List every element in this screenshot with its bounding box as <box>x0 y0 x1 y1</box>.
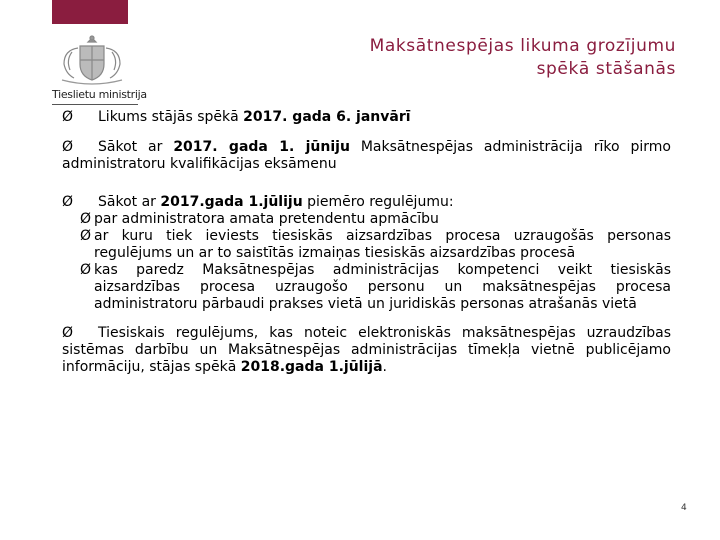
slide-content <box>62 104 671 376</box>
sub-bullet-item: Ø kas paredz Maksātnespējas administrācijas kompetenci veikt tiesiskās aizsardzības procesa uzraugošo personu un maksātnespējas procesa administratoru pārbaudi prakses vietā un juridiskās personas atrašanās vietā <box>80 262 671 312</box>
arrow-bullet-icon: Ø <box>62 194 74 210</box>
title-line-2: spēkā stāšanās <box>536 59 676 79</box>
page-title <box>370 35 676 81</box>
ministry-name: Tieslietu ministrija <box>52 88 147 101</box>
brand-bar <box>52 0 128 24</box>
arrow-bullet-icon: Ø <box>62 139 74 155</box>
coat-of-arms-logo <box>52 34 132 86</box>
sub-bullet-item: Ø par administratora amata pretendentu apmācību <box>80 211 439 227</box>
sub-bullet-item: Ø ar kuru tiek ieviests tiesiskās aizsardzības procesa uzraugošās personas regulējums un ar to saistītās izmaiņas tiesiskās aizsardzības procesā <box>80 228 671 261</box>
arrow-bullet-icon: Ø <box>80 262 92 278</box>
arrow-bullet-icon: Ø <box>62 325 74 341</box>
page-number: 4 <box>681 503 687 513</box>
arrow-bullet-icon: Ø <box>80 211 92 227</box>
bullet-item: Ø Likums stājās spēkā 2017. gada 6. janvārī <box>62 109 411 125</box>
bullet-item: Ø Sākot ar 2017.gada 1.jūliju piemēro regulējumu: <box>62 194 454 210</box>
title-line-1: Maksātnespējas likuma grozījumu <box>369 36 676 56</box>
bullet-item: Ø Sākot ar 2017. gada 1. jūniju Maksātnespējas administrācija rīko pirmo administratoru kvalifikācijas eksāmenu <box>62 139 671 172</box>
arrow-bullet-icon: Ø <box>62 109 74 125</box>
bullet-item: Ø Tiesiskais regulējums, kas noteic elektroniskās maksātnespējas uzraudzības sistēmas darbību un Maksātnespējas administrācijas tīmekļa vietnē publicējamo informāciju, stājas spēkā 2018.gada 1.jūlijā. <box>62 325 671 375</box>
arrow-bullet-icon: Ø <box>80 228 92 244</box>
